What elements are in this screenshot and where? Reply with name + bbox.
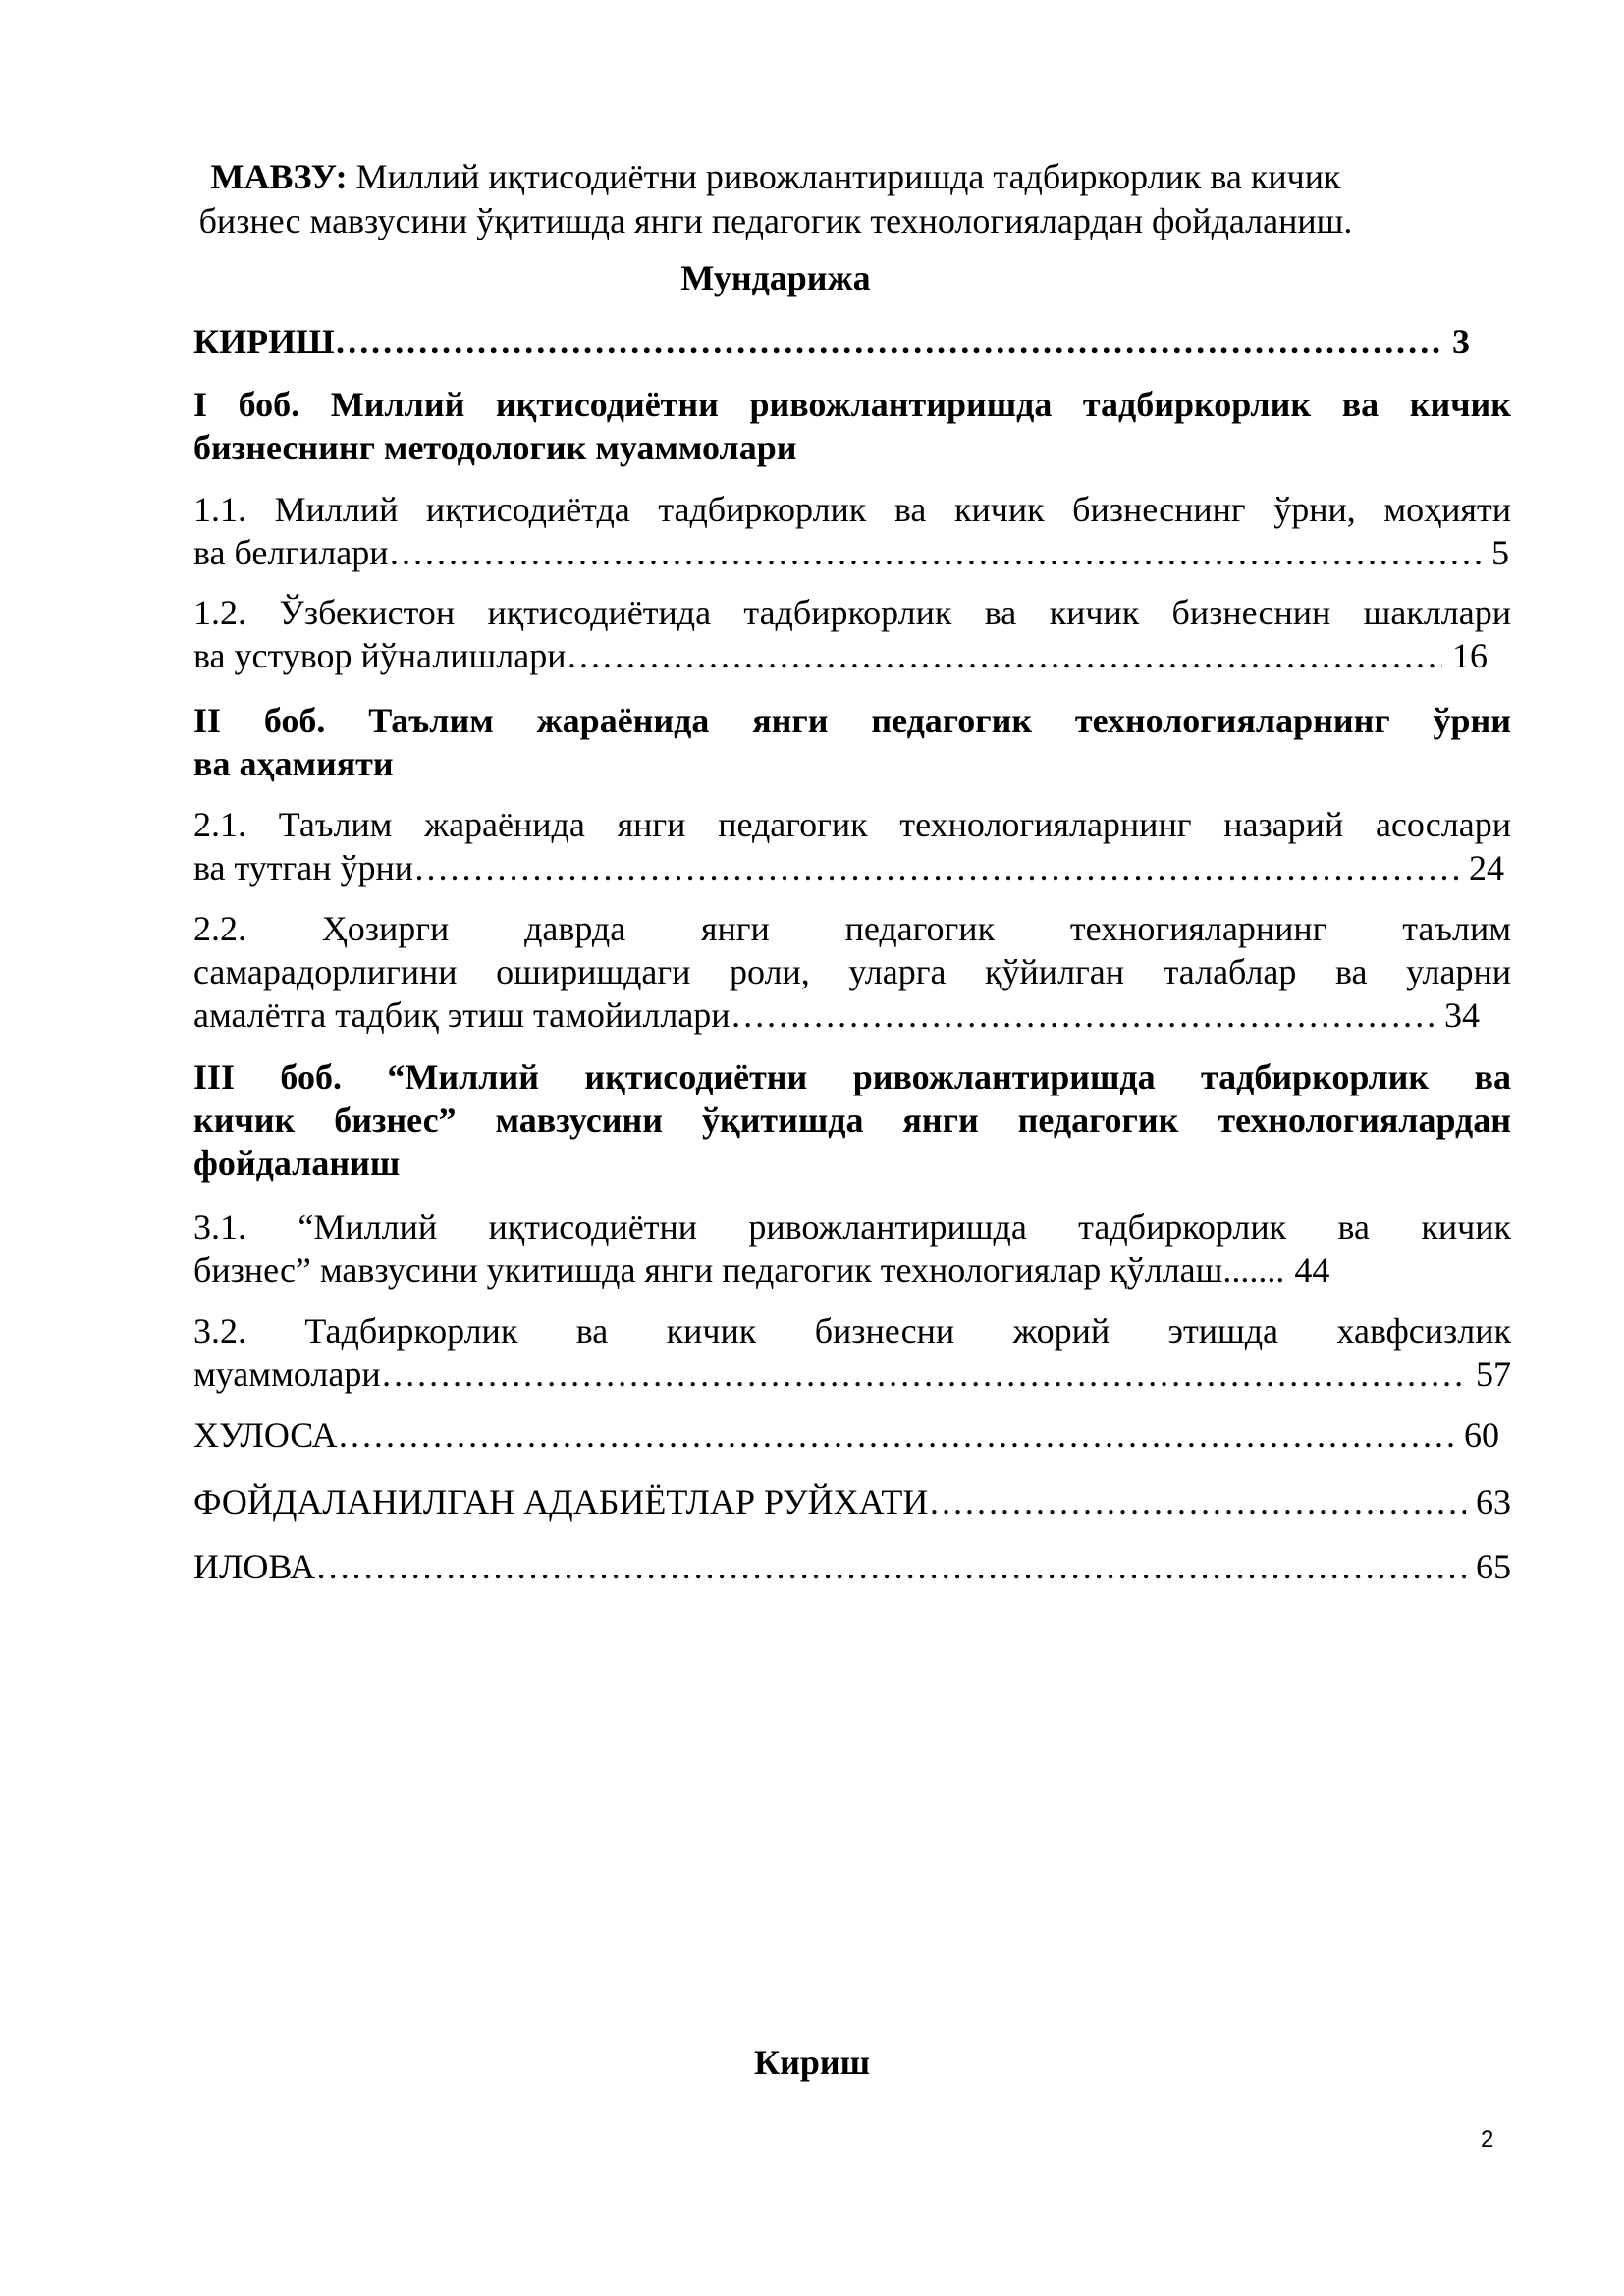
section-title-line: самарадорлигини оширишдаги роли, уларга қўйилган талаблар ва уларни <box>193 952 1511 991</box>
toc-page-number: 5 <box>1491 533 1509 572</box>
chapter-heading-line: бизнеснинг методологик муаммолари <box>193 428 797 467</box>
section-title-line: 1.2. Ўзбекистон иқтисодиётида тадбиркорлик ва кичик бизнеснин шакллари <box>193 593 1511 632</box>
toc-entry-title: КИРИШ <box>193 322 335 361</box>
toc-chapter-1 <box>193 383 1511 469</box>
toc-page-number: 60 <box>1464 1415 1499 1455</box>
page-number: 2 <box>1481 2126 1494 2153</box>
chapter-heading-line: III боб. “Миллий иқтисодиётни ривожлантиришда тадбиркорлик ва <box>193 1057 1511 1096</box>
topic-line-2: бизнес мавзусини ўқитишда янги педагогик технологиялардан фойдаланиш. <box>198 201 1353 240</box>
toc-entry-title: ИЛОВА <box>193 1547 316 1586</box>
toc-page-number: 3 <box>1452 322 1470 361</box>
section-title-line: ва белгилари <box>193 533 389 572</box>
toc-page-number: 24 <box>1469 848 1504 887</box>
toc-chapter-2 <box>193 699 1511 785</box>
section-title-line: 3.1. “Миллий иқтисодиётни ривожлантиришда тадбиркорлик ва кичик <box>193 1207 1511 1247</box>
section-title-line: бизнес” мавзусини укитишда янги педагогик технологиялар қўллаш....... <box>193 1251 1285 1290</box>
section-title-line: 2.2. Ҳозирги даврда янги педагогик техногияларнинг таълим <box>193 909 1511 948</box>
section-title-line: 2.1. Таълим жараёнида янги педагогик технологияларнинг назарий асослари <box>193 805 1511 844</box>
chapter-heading-line: фойдаланиш <box>193 1144 401 1183</box>
section-title-line: амалётга тадбиқ этиш тамойиллари <box>193 995 731 1035</box>
toc-section-2-1 <box>193 803 1511 889</box>
toc-chapter-3 <box>193 1055 1511 1185</box>
chapter-heading-line: ва аҳамияти <box>193 744 394 783</box>
section-title-line: ва устувор йўналишлари <box>193 636 567 675</box>
topic-line-1: Миллий иқтисодиётни ривожлантиришда тадбиркорлик ва кичик <box>355 157 1341 196</box>
toc-entry-title: ХУЛОСА <box>193 1415 338 1455</box>
toc-entry-references <box>193 1480 1511 1523</box>
chapter-heading-line: II боб. Таълим жараёнида янги педагогик технологияларнинг ўрни <box>193 701 1511 740</box>
leader-dots <box>928 1480 1466 1523</box>
chapter-heading-line: кичик бизнес” мавзусини ўқитишда янги педагогик технологиялардан <box>193 1100 1511 1140</box>
section-title-line: ва тутган ўрни <box>193 848 414 887</box>
toc-title: Мундарижа <box>680 258 871 297</box>
toc-section-3-2 <box>193 1309 1511 1396</box>
toc-section-2-2 <box>193 907 1511 1037</box>
section-title-line: 1.1. Миллий иқтисодиётда тадбиркорлик ва кичик бизнеснинг ўрни, моҳияти <box>193 490 1511 529</box>
toc-entry-intro <box>193 320 1470 363</box>
leader-dots <box>731 993 1435 1037</box>
toc-section-3-1 <box>193 1205 1511 1292</box>
toc-section-1-1 <box>193 488 1511 574</box>
toc-page-number: 65 <box>1476 1547 1511 1586</box>
chapter-heading-line: I боб. Миллий иқтисодиётни ривожлантиришда тадбиркорлик ва кичик <box>193 385 1511 424</box>
toc-page-number: 16 <box>1452 636 1488 675</box>
toc-page-number: 44 <box>1294 1251 1330 1290</box>
leader-dots <box>315 1545 1466 1588</box>
section-title-line: 3.2. Тадбиркорлик ва кичик бизнесни жорий этишда хавфсизлик <box>193 1311 1511 1351</box>
toc-page-number: 34 <box>1444 995 1480 1035</box>
topic-label: МАВЗУ: <box>210 157 348 196</box>
toc-section-1-2 <box>193 591 1511 677</box>
toc-page-number: 63 <box>1476 1482 1511 1522</box>
leader-dots <box>335 320 1442 363</box>
leader-dots <box>566 634 1442 677</box>
leader-dots <box>381 1353 1466 1396</box>
leader-dots <box>389 531 1482 574</box>
document-topic <box>196 155 1355 243</box>
leader-dots <box>413 846 1459 889</box>
toc-entry-appendix <box>193 1545 1511 1588</box>
toc-page-number: 57 <box>1476 1355 1511 1394</box>
toc-entry-title: ФОЙДАЛАНИЛГАН АДАБИЁТЛАР РУЙХАТИ <box>193 1482 929 1522</box>
intro-heading: Кириш <box>753 2043 870 2082</box>
section-title-line: муаммолари <box>193 1355 381 1394</box>
leader-dots <box>338 1414 1455 1457</box>
toc-entry-conclusion <box>193 1414 1499 1457</box>
